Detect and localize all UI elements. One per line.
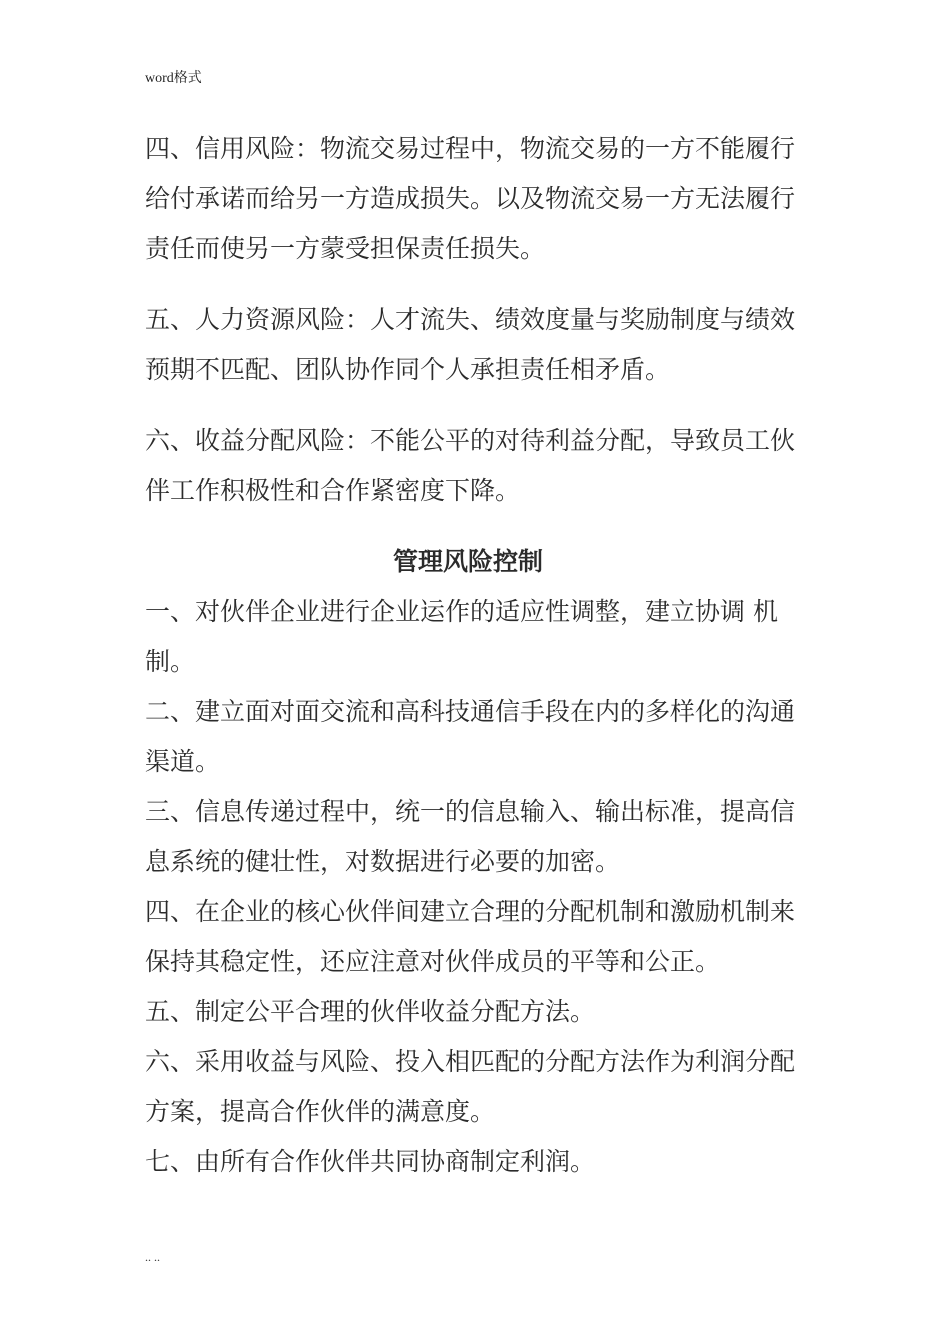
control-item-5: 五、制定公平合理的伙伴收益分配方法。 xyxy=(145,997,596,1026)
risk-paragraph-revenue-distribution: 六、收益分配风险：不能公平的对待利益分配，导致员工伙伴工作积极性和合作紧密度下降。 xyxy=(145,426,796,505)
risk-paragraph-human-resources: 五、人力资源风险：人才流失、绩效度量与奖励制度与绩效预期不匹配、团队协作同个人承担责任相矛盾。 xyxy=(145,305,796,384)
page-header: word格式 xyxy=(145,71,202,86)
page-footer: .. .. xyxy=(145,1250,160,1264)
control-item-7: 七、由所有合作伙伴共同协商制定利润。 xyxy=(145,1147,596,1176)
control-item-4: 四、在企业的核心伙伴间建立合理的分配机制和激励机制来保持其稳定性，还应注意对伙伴成员的平等和公正。 xyxy=(145,897,796,976)
risk-paragraph-credit: 四、信用风险：物流交易过程中，物流交易的一方不能履行给付承诺而给另一方造成损失。以及物流交易一方无法履行责任而使另一方蒙受担保责任损失。 xyxy=(145,134,796,263)
control-item-3: 三、信息传递过程中，统一的信息输入、输出标准，提高信息系统的健壮性，对数据进行必要的加密。 xyxy=(145,797,796,876)
control-item-2: 二、建立面对面交流和高科技通信手段在内的多样化的沟通渠道。 xyxy=(145,697,796,776)
section-title: 管理风险控制 xyxy=(392,547,543,576)
document-body xyxy=(145,124,795,1187)
control-item-1: 一、对伙伴企业进行企业运作的适应性调整，建立协调 机制。 xyxy=(145,597,778,676)
control-item-6: 六、采用收益与风险、投入相匹配的分配方法作为利润分配方案，提高合作伙伴的满意度。 xyxy=(145,1047,796,1126)
